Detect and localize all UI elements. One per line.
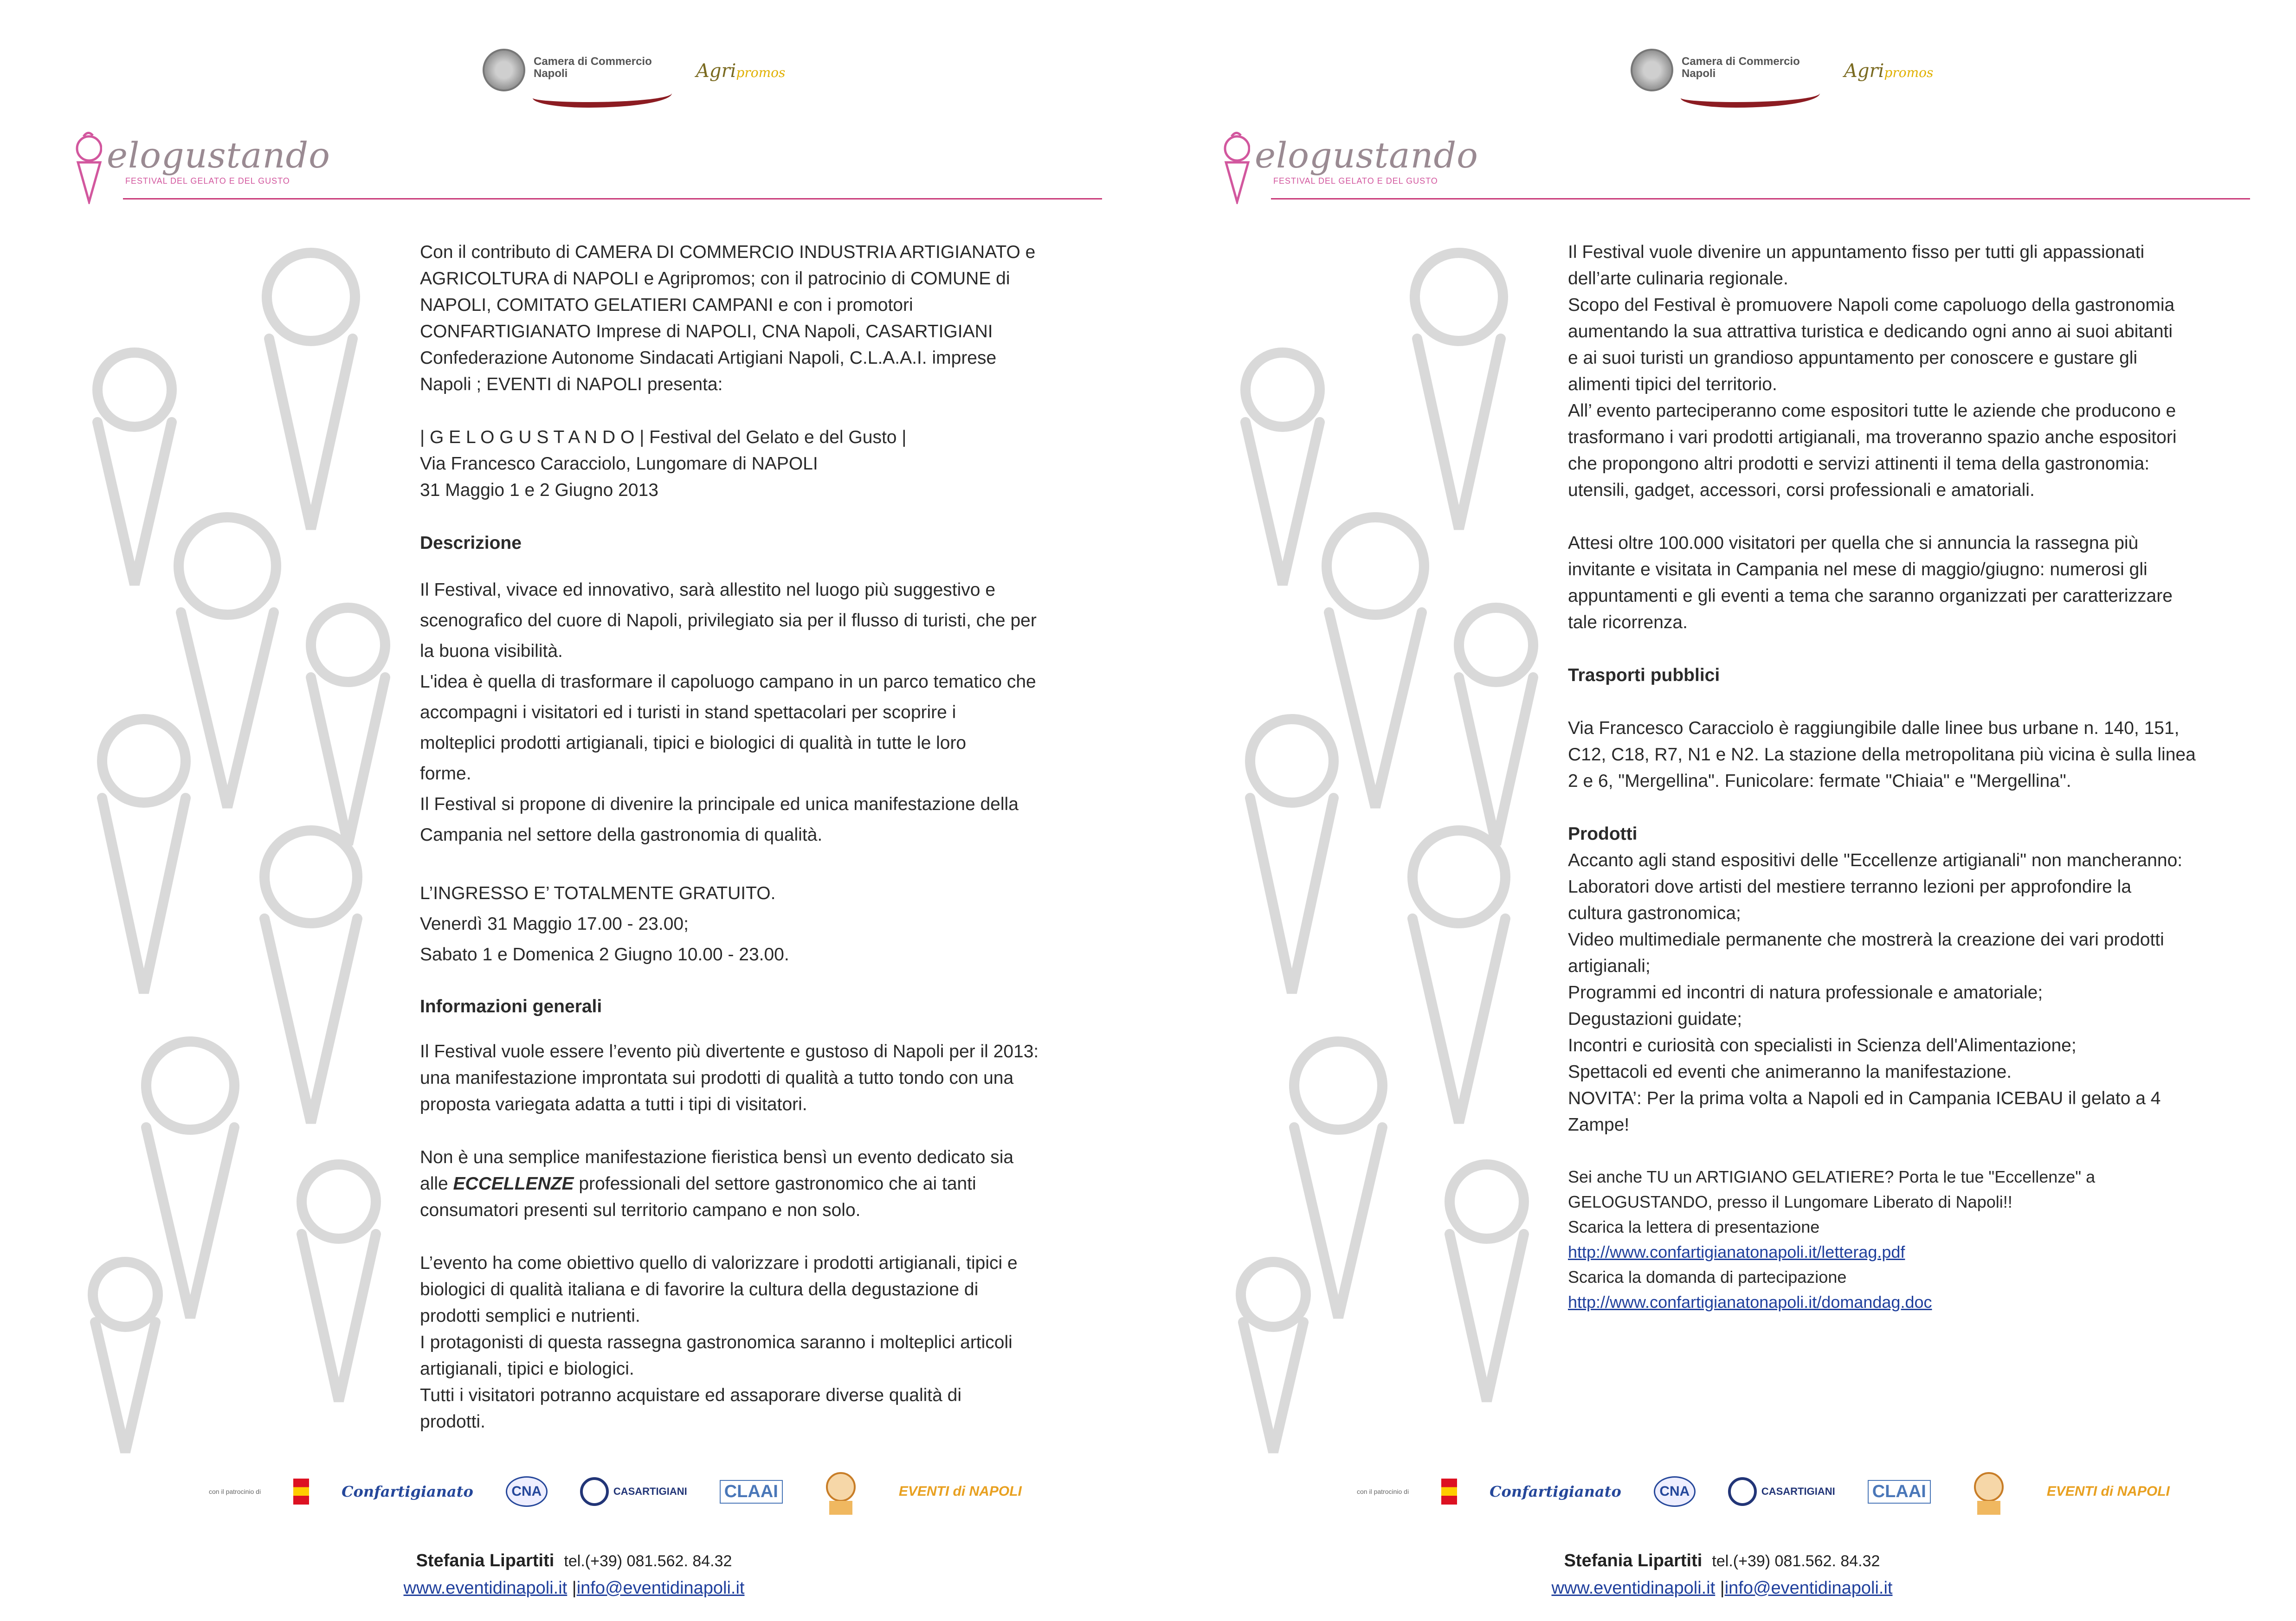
prodotti-heading: Prodotti (1568, 824, 1638, 844)
website-link[interactable]: www.eventidinapoli.it (403, 1578, 568, 1598)
confartigianato-logo: Confartigianato (342, 1483, 473, 1500)
email-link[interactable]: info@eventidinapoli.it (576, 1578, 745, 1598)
camera-swoosh-icon (1681, 84, 1820, 108)
contact-phone: tel.(+39) 081.562. 84.32 (564, 1552, 732, 1570)
ice-cream-cone-icon (74, 130, 102, 204)
ingresso-gratuito: L’INGRESSO E’ TOTALMENTE GRATUITO. (420, 883, 776, 903)
contact-block: Stefania Lipartiti tel.(+39) 081.562. 84.32 www.eventidinapoli.it |info@eventidinapoli.it (1551, 1551, 1893, 1598)
contact-block: Stefania Lipartiti tel.(+39) 081.562. 84.32 www.eventidinapoli.it |info@eventidinapoli.it (403, 1551, 745, 1598)
event-title: | G E L O G U S T A N D O | Festival del Gelato e del Gusto | (420, 427, 907, 447)
email-link[interactable]: info@eventidinapoli.it (1724, 1578, 1893, 1598)
website-link[interactable]: www.eventidinapoli.it (1551, 1578, 1716, 1598)
header-logos (483, 46, 835, 102)
confartigianato-logo: Confartigianato (1490, 1483, 1621, 1500)
header-rule (1271, 198, 2250, 199)
kids-mascot-icon (1963, 1466, 2014, 1517)
informazioni-heading: Informazioni generali (420, 997, 602, 1016)
brand-subtitle: FESTIVAL DEL GELATO E DEL GUSTO (1273, 176, 1438, 186)
brand-subtitle: FESTIVAL DEL GELATO E DEL GUSTO (125, 176, 290, 186)
decorative-cones-icon (51, 204, 422, 1466)
descrizione-heading: Descrizione (420, 533, 522, 553)
cna-logo: CNA (506, 1476, 548, 1507)
kids-mascot-icon (815, 1466, 866, 1517)
right-content: Il Festival vuole divenire un appuntamento fisso per tutti gli appassionati dell’arte culinaria regionale. Scopo del Festival è promuovere Napoli come capoluogo della gastronomia aumentando la sua attrattiva turistica e dedicando ogni anno ai suoi abitanti e ai suoi turisti un grandioso appuntamento per conoscere e gustare gli alimenti tipici del territorio. All’ evento parteciperanno come espositori tutte le aziende che producono e trasformano i vari prodotti artigianali, ma troveranno spazio anche espositori che propongono altri prodotti e servizi attinenti il tema della gastronomia: utensili, gadget, accessori, corsi professionali e amatoriali. Attesi oltre 100.000 visitatori per quella che si annuncia la rassegna più invitante e visitata in Campania nel mese di maggio/giugno: numerosi gli appuntamenti e gli eventi a tema che saranno organizzati per caratterizzare tale ricorrenza. Trasporti pubblici Via Francesco Caracciolo è raggiungibile dalle linee bus urbane n. 140, 151, C12, C18, R7, N1 e N2. La stazione della metropolitana più vicina è sulla linea 2 e 6, "Mergellina". Funicolare: fermate "Chiaia" e "Mergellina". Prodotti Accanto agli stand espositivi delle "Eccellenze artigianali" non mancheranno: Laboratori dove artisti del mestiere terranno lezioni per approfondire la cultura gastronomica; Video multimediale permanente che mostrerà la creazione dei vari prodotti artigianali; Programmi ed incontri di natura professionale e amatoriale; Degustazioni guidate; Incontri e curiosità con specialisti in Scienza dell'Alimentazione; Spettacoli ed eventi che animeranno la manifestazione. NOVITA’: Per la prima volta a Napoli ed in Campania ICEBAU il gelato a 4 Zampe! Sei anche TU un ARTIGIANO GELATIERE? Porta le tue "Eccellenze" a GELOGUSTANDO, presso il Lungomare Liberato di Napoli!! Scarica la lettera di presentazione http://www.confartigianatonapoli.it/letterag.pdf Scarica la domanda di partecipazione http://www.confartigianatonapoli.it/domandag.doc (1568, 239, 2259, 1315)
brand-name: elogustando (107, 135, 330, 176)
camera-commercio-logo: Camera di Commercio Napoli (534, 55, 652, 80)
cna-logo: CNA (1654, 1476, 1696, 1507)
contact-name: Stefania Lipartiti (416, 1551, 555, 1570)
domanda-download-link[interactable]: http://www.confartigianatonapoli.it/domandag.doc (1568, 1293, 1932, 1312)
header-logos (1631, 46, 1983, 102)
agripromos-logo: Agripromos (1844, 60, 1934, 82)
contact-name: Stefania Lipartiti (1564, 1551, 1703, 1570)
camera-commercio-seal-icon (483, 49, 525, 91)
camera-commercio-seal-icon (1631, 49, 1673, 91)
agripromos-logo: Agripromos (696, 60, 786, 82)
comune-napoli-flag-icon (293, 1479, 309, 1505)
sponsor-strip: con il patrocinio di Confartigianato CNA CASARTIGIANI CLAAI EVENTI di NAPOLI (209, 1461, 1104, 1522)
trasporti-heading: Trasporti pubblici (1568, 665, 1720, 685)
decorative-cones-icon (1199, 204, 1570, 1466)
page-right (1148, 0, 2296, 1621)
lettera-download-link[interactable]: http://www.confartigianatonapoli.it/letterag.pdf (1568, 1242, 1905, 1261)
contact-phone: tel.(+39) 081.562. 84.32 (1712, 1552, 1880, 1570)
casartigiani-logo: CASARTIGIANI (580, 1477, 687, 1506)
header-rule (123, 198, 1102, 199)
casartigiani-logo: CASARTIGIANI (1728, 1477, 1835, 1506)
eventi-napoli-logo: EVENTI di NAPOLI (898, 1484, 1022, 1499)
sponsor-strip: con il patrocinio di Confartigianato CNA CASARTIGIANI CLAAI EVENTI di NAPOLI (1357, 1461, 2252, 1522)
claai-logo: CLAAI (720, 1480, 783, 1504)
comune-napoli-flag-icon (1441, 1479, 1457, 1505)
left-content: Con il contributo di CAMERA DI COMMERCIO INDUSTRIA ARTIGIANATO e AGRICOLTURA di NAPOLI e Agripromos; con il patrocinio di COMUNE di NAPOLI, COMITATO GELATIERI CAMPANI e con i promotori CONFARTIGIANATO Imprese di NAPOLI, CNA Napoli, CASARTIGIANI Confederazione Autonome Sindacati Artigiani Napoli, C.L.A.A.I. imprese Napoli ; EVENTI di NAPOLI presenta: | G E L O G U S T A N D O | Festival del Gelato e del Gusto | Via Francesco Caracciolo, Lungomare di NAPOLI 31 Maggio 1 e 2 Giugno 2013 Descrizione Il Festival, vivace ed innovativo, sarà allestito nel luogo più suggestivo e scenografico del cuore di Napoli, privilegiato sia per il flusso di turisti, che per la buona visibilità. L'idea è quella di trasformare il capoluogo campano in un parco tematico che accompagni i visitatori ed i turisti in stand spettacolari per scoprire i molteplici prodotti artigianali, tipici e biologici di qualità in tutte le loro forme. Il Festival si propone di divenire la principale ed unica manifestazione della Campania nel settore della gastronomia di qualità. L’INGRESSO E’ TOTALMENTE GRATUITO. Venerdì 31 Maggio 17.00 - 23.00; Sabato 1 e Domenica 2 Giugno 10.00 - 23.00. Informazioni generali Il Festival vuole essere l’evento più divertente e gustoso di Napoli per il 2013: una manifestazione improntata sui prodotti di qualità a tutto tondo con una proposta variegata adatta a tutti i tipi di visitatori. Non è una semplice manifestazione fieristica bensì un evento dedicato sia alle ECCELLENZE professionali del settore gastronomico che ai tanti consumatori presenti sul territorio campano e non solo. L’evento ha come obiettivo quello di valorizzare i prodotti artigianali, tipici e biologici di qualità italiana e di favorire la cultura della degustazione di prodotti semplici e nutrienti. I protagonisti di questa rassegna gastronomica saranno i molteplici articoli artigianali, tipici e biologici. Tutti i visitatori potranno acquistare ed assaporare diverse qualità di prodotti. (420, 239, 1111, 1435)
camera-swoosh-icon (533, 84, 672, 108)
brand-name: elogustando (1255, 135, 1478, 176)
claai-logo: CLAAI (1868, 1480, 1931, 1504)
eventi-napoli-logo: EVENTI di NAPOLI (2046, 1484, 2170, 1499)
ice-cream-cone-icon (1222, 130, 1250, 204)
camera-commercio-logo: Camera di Commercio Napoli (1682, 55, 1800, 80)
